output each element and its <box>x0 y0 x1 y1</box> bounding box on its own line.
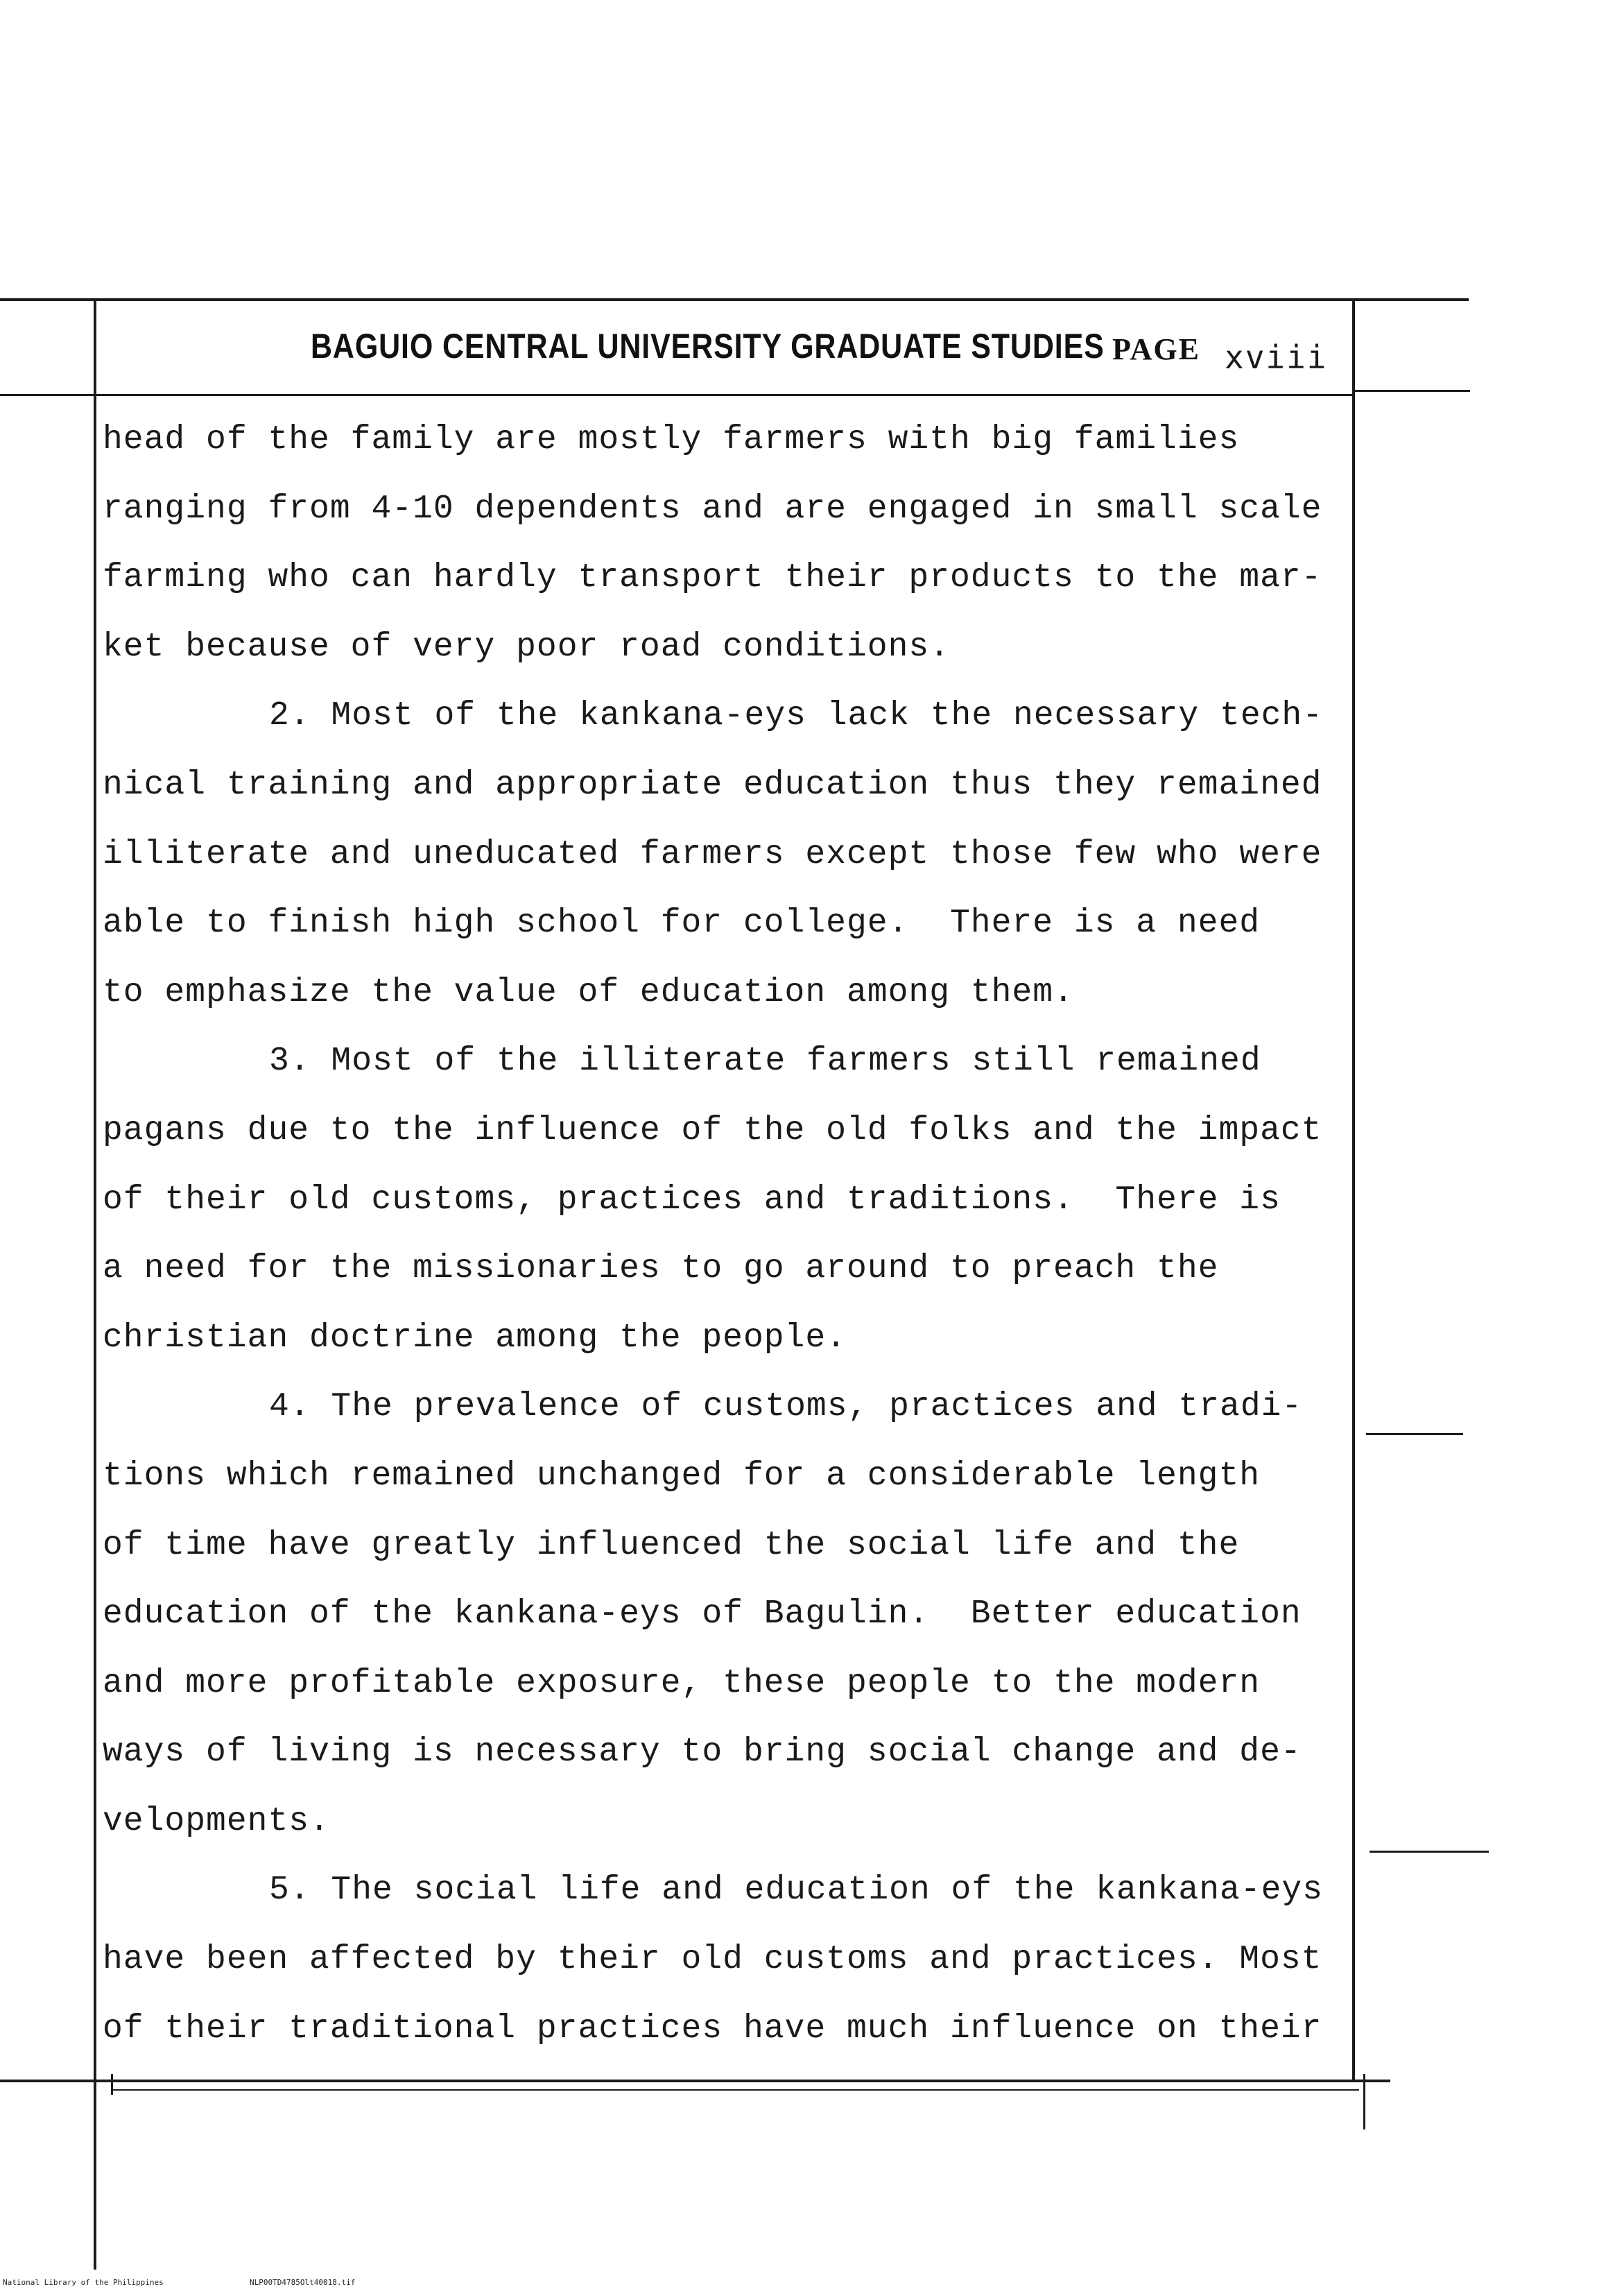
right-edge-tick-2 <box>1366 1433 1463 1435</box>
right-margin-rule <box>1352 300 1355 2082</box>
body-text-line: ways of living is necessary to bring social change and de- <box>103 1733 1302 1772</box>
right-margin-rule-lower <box>1363 2074 1365 2129</box>
body-text-line: illiterate and uneducated farmers except those few who were <box>103 835 1322 873</box>
body-text-line: christian doctrine among the people. <box>103 1319 847 1357</box>
body-text-line: ranging from 4-10 dependents and are engaged in small scale <box>103 490 1322 528</box>
top-border-rule <box>0 298 1469 301</box>
body-text-line: 2. Most of the kankana-eys lack the necessary tech- <box>269 697 1324 735</box>
document-body <box>103 406 1351 2064</box>
page-number: xviii <box>1225 338 1328 376</box>
footer-library-name: National Library of the Philippines <box>3 2278 164 2287</box>
body-text-line: of their old customs, practices and traditions. There is <box>103 1181 1281 1219</box>
right-edge-tick-3 <box>1370 1851 1489 1853</box>
body-text-line: 4. The prevalence of customs, practices and tradi- <box>269 1388 1303 1426</box>
university-header-title: BAGUIO CENTRAL UNIVERSITY GRADUATE STUDIES <box>311 327 1105 366</box>
body-text-line: nical training and appropriate education thus they remained <box>103 766 1322 804</box>
body-text-line: farming who can hardly transport their products to the mar- <box>103 559 1322 597</box>
body-text-line: 3. Most of the illiterate farmers still remained <box>269 1043 1261 1081</box>
body-text-line: to emphasize the value of education among them. <box>103 973 1074 1011</box>
page-label: PAGE <box>1112 332 1200 366</box>
bottom-border-rule <box>0 2080 1390 2082</box>
body-text-line: ket because of very poor road conditions. <box>103 628 950 666</box>
body-text-line: a need for the missionaries to go around to preach the <box>103 1250 1219 1288</box>
body-text-line: velopments. <box>103 1802 330 1840</box>
body-text-line: of time have greatly influenced the social life and the <box>103 1526 1240 1564</box>
body-text-line: able to finish high school for college. There is a need <box>103 905 1261 943</box>
body-text-line: head of the family are mostly farmers with big families <box>103 421 1240 458</box>
body-text-line: education of the kankana-eys of Bagulin. Better education <box>103 1595 1302 1634</box>
left-margin-rule-inner <box>111 2074 113 2095</box>
body-text-line: have been affected by their old customs and practices. Most <box>103 1941 1322 1979</box>
body-text-line: pagans due to the influence of the old folks and the impact <box>103 1111 1322 1149</box>
header-underline-rule <box>0 394 1352 396</box>
body-text-line: of their traditional practices have much influence on their <box>103 2009 1322 2048</box>
left-margin-rule <box>94 300 96 2270</box>
right-edge-tick <box>1352 390 1470 392</box>
body-text-line: 5. The social life and education of the kankana-eys <box>269 1871 1324 1910</box>
body-text-line: and more profitable exposure, these people to the modern <box>103 1664 1261 1702</box>
body-text-line: tions which remained unchanged for a considerable length <box>103 1457 1261 1495</box>
bottom-border-rule-2 <box>111 2089 1359 2091</box>
footer-filename: NLP00TD4785Olt40018.tif <box>250 2278 356 2287</box>
